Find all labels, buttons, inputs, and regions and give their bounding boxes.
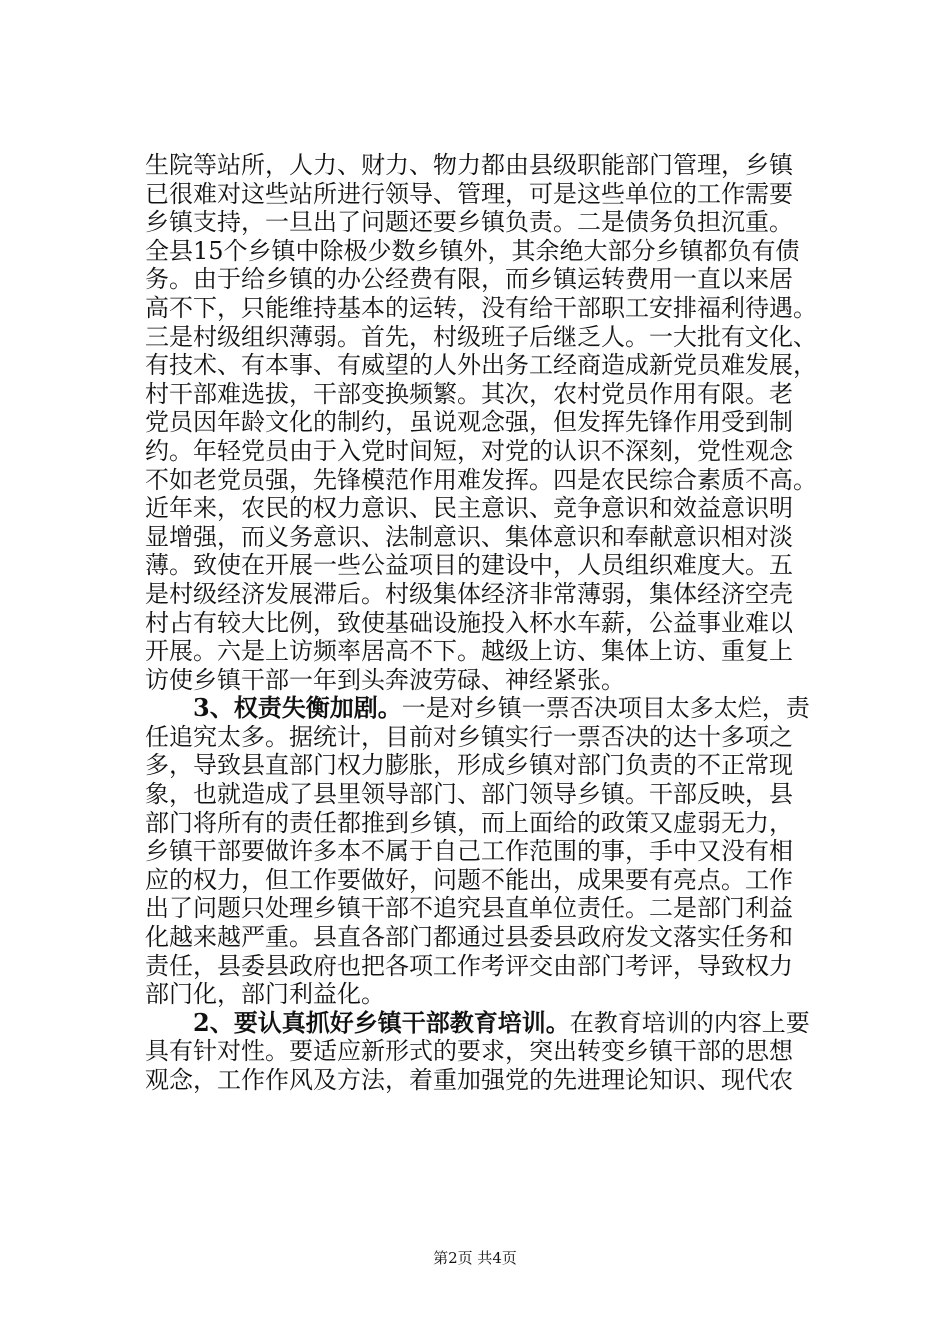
text-line: 具有针对性。要适应新形式的要求，突出转变乡镇干部的思想: [145, 1037, 793, 1066]
section-2-first-line: [145, 1009, 825, 1038]
text-line: 近年来，农民的权力意识、民主意识、竞争意识和效益意识明: [145, 494, 793, 523]
text-line: 化越来越严重。县直各部门都通过县委县政府发文落实任务和: [145, 923, 793, 952]
body-text: [145, 151, 825, 1095]
text-line: 已很难对这些站所进行领导、管理，可是这些单位的工作需要: [145, 179, 793, 208]
text-line: 乡镇支持，一旦出了问题还要乡镇负责。二是债务负担沉重。: [145, 208, 793, 237]
paragraph-section-3: [145, 694, 825, 1009]
text-line: 部门将所有的责任都推到乡镇，而上面给的政策又虚弱无力，: [145, 808, 793, 837]
section-2-first-line-text: 在教育培训的内容上要: [569, 1008, 810, 1037]
text-line: 党员因年龄文化的制约，虽说观念强，但发挥先锋作用受到制: [145, 408, 793, 437]
text-line: 任追究太多。据统计，目前对乡镇实行一票否决的达十多项之: [145, 722, 793, 751]
text-line: 责任，县委县政府也把各项工作考评交由部门考评，导致权力: [145, 951, 793, 980]
section-3-heading: 3、权责失衡加剧。: [193, 693, 402, 723]
text-line: 观念，工作作风及方法，着重加强党的先进理论知识、现代农: [145, 1066, 793, 1094]
text-line: 薄。致使在开展一些公益项目的建设中，人员组织难度大。五: [145, 551, 793, 580]
text-line: 应的权力，但工作要做好，问题不能出，成果要有亮点。工作: [145, 865, 793, 894]
section-3-first-line: [145, 694, 825, 723]
text-line: 高不下，只能维持基本的运转，没有给干部职工安排福利待遇。: [145, 293, 817, 322]
page-number-footer: 第2页 共4页: [433, 1249, 517, 1267]
text-line: 访使乡镇干部一年到头奔波劳碌、神经紧张。: [145, 665, 625, 694]
text-line: 有技术、有本事、有威望的人外出务工经商造成新党员难发展，: [145, 351, 817, 380]
paragraph-section-2: [145, 1009, 825, 1095]
text-line: 务。由于给乡镇的办公经费有限，而乡镇运转费用一直以来居: [145, 265, 793, 294]
section-2-lines: [145, 1037, 825, 1094]
text-line: 乡镇干部要做许多本不属于自己工作范围的事，手中又没有相: [145, 837, 793, 866]
text-line: 村干部难选拔，干部变换频繁。其次，农村党员作用有限。老: [145, 379, 793, 408]
text-line: 约。年轻党员由于入党时间短，对党的认识不深刻，党性观念: [145, 436, 793, 465]
text-line: 三是村级组织薄弱。首先，村级班子后继乏人。一大批有文化、: [145, 322, 817, 351]
text-line: 多，导致县直部门权力膨胀，形成乡镇对部门负责的不正常现: [145, 751, 793, 780]
text-line: 部门化，部门利益化。: [145, 980, 385, 1009]
section-2-heading: 2、要认真抓好乡镇干部教育培训。: [193, 1007, 570, 1037]
section-3-lines: [145, 723, 825, 1009]
text-line: 生院等站所，人力、财力、物力都由县级职能部门管理，乡镇: [145, 151, 793, 179]
text-line: 不如老党员强，先锋模范作用难发挥。四是农民综合素质不高。: [145, 465, 817, 494]
text-line: 村占有较大比例，致使基础设施投入杯水车薪，公益事业难以: [145, 608, 793, 637]
text-line: 象，也就造成了县里领导部门、部门领导乡镇。干部反映，县: [145, 780, 793, 809]
text-line: 开展。六是上访频率居高不下。越级上访、集体上访、重复上: [145, 637, 793, 666]
text-line: 显增强，而义务意识、法制意识、集体意识和奉献意识相对淡: [145, 522, 793, 551]
text-line: 全县15个乡镇中除极少数乡镇外，其余绝大部分乡镇都负有债: [145, 236, 800, 265]
text-line: 是村级经济发展滞后。村级集体经济非常薄弱，集体经济空壳: [145, 579, 793, 608]
section-3-first-line-text: 一是对乡镇一票否决项目太多太烂，责: [401, 694, 810, 723]
text-line: 出了问题只处理乡镇干部不追究县直单位责任。二是部门利益: [145, 894, 793, 923]
paragraph-1: [145, 151, 825, 694]
